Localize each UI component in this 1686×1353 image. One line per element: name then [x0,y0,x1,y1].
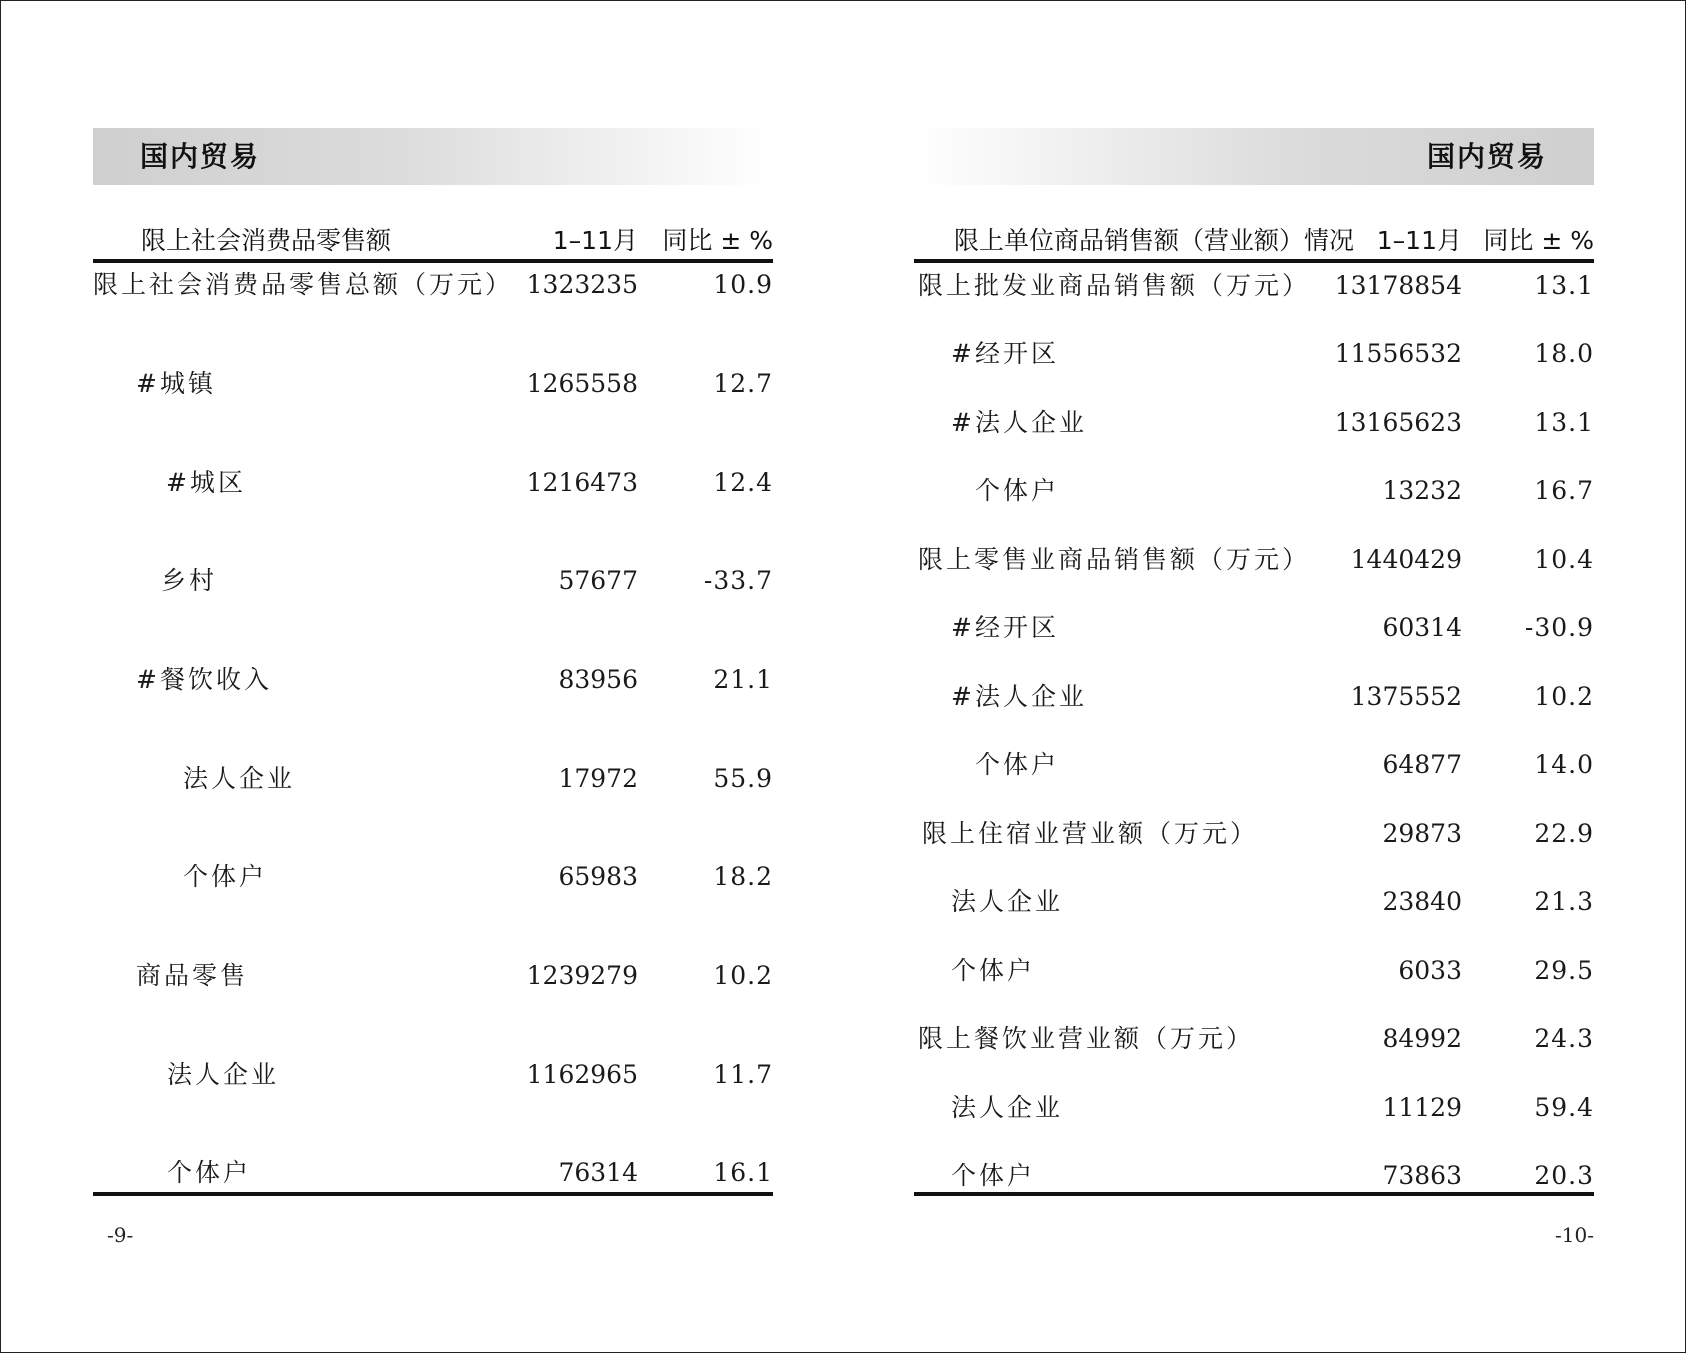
row-yoy: 10.9 [713,270,773,299]
section-band [93,128,773,185]
table-row [93,1155,773,1191]
row-yoy: 14.0 [1534,750,1594,779]
table-row [93,563,773,599]
row-label: #城区 [166,468,246,497]
table-row [914,1158,1594,1194]
table-row [93,465,773,501]
row-yoy: 21.3 [1534,887,1594,916]
row-yoy: 22.9 [1534,819,1594,848]
row-label: 个体户 [951,956,1036,985]
row-yoy: 59.4 [1534,1093,1594,1122]
table-row [914,1021,1594,1057]
row-yoy: 11.7 [713,1060,773,1089]
table-row [914,953,1594,989]
table-header [914,213,1594,260]
row-value: 60314 [1382,613,1462,642]
row-value: 1216473 [526,468,638,497]
row-label: 个体户 [975,476,1060,505]
table-row [914,542,1594,578]
row-value: 1323235 [526,270,638,299]
table-header-label: 限上社会消费品零售额 [141,226,392,255]
row-yoy: 13.1 [1534,408,1594,437]
table-row [93,662,773,698]
table-header-period: 1–11月 [1376,226,1462,255]
row-value: 65983 [558,862,638,891]
row-label: 限上住宿业营业额（万元） [922,819,1259,848]
row-yoy: 10.2 [1534,682,1594,711]
row-yoy: 12.4 [713,468,773,497]
table-row [914,747,1594,783]
table-row [93,1057,773,1093]
row-value: 13165623 [1334,408,1462,437]
table-header-yoy: 同比 ± % [1483,226,1594,255]
row-label: 法人企业 [167,1060,280,1089]
row-label: 个体户 [167,1158,252,1187]
row-label: #法人企业 [951,682,1087,711]
table-top-rule [93,259,773,263]
row-label: 限上餐饮业营业额（万元） [918,1024,1255,1053]
row-label: 个体户 [975,750,1060,779]
row-yoy: 24.3 [1534,1024,1594,1053]
table-header-label: 限上单位商品销售额（营业额）情况 [954,226,1355,255]
row-label: #城镇 [136,369,216,398]
row-label: 个体户 [183,862,268,891]
table-row [914,884,1594,920]
row-value: 1265558 [526,369,638,398]
row-value: 1375552 [1350,682,1462,711]
table-header-period: 1–11月 [552,226,638,255]
page-left [93,1,773,1352]
row-label: 个体户 [951,1161,1036,1190]
row-label: 限上批发业商品销售额（万元） [918,271,1311,300]
row-value: 1239279 [526,961,638,990]
row-value: 83956 [558,665,638,694]
table-header [93,213,773,260]
row-yoy: 10.2 [713,961,773,990]
row-yoy: 16.1 [713,1158,773,1187]
row-value: 13178854 [1334,271,1462,300]
row-label: 法人企业 [951,1093,1064,1122]
row-label: 商品零售 [136,961,249,990]
table-top-rule [914,259,1594,263]
section-band [914,128,1594,185]
row-value: 13232 [1382,476,1462,505]
table-row [914,679,1594,715]
row-label: #经开区 [951,613,1059,642]
table-row [914,268,1594,304]
table-row [93,859,773,895]
row-yoy: -30.9 [1524,613,1594,642]
row-label: 法人企业 [183,764,296,793]
row-yoy: 18.0 [1534,339,1594,368]
row-label: 乡村 [161,566,218,595]
table-row [914,405,1594,441]
row-value: 57677 [558,566,638,595]
row-yoy: 10.4 [1534,545,1594,574]
row-value: 17972 [558,764,638,793]
row-label: #经开区 [951,339,1059,368]
row-label: 限上零售业商品销售额（万元） [918,545,1311,574]
row-label: 法人企业 [951,887,1064,916]
row-value: 76314 [558,1158,638,1187]
table-row [93,267,773,303]
table-row [914,610,1594,646]
row-yoy: 18.2 [713,862,773,891]
row-yoy: 20.3 [1534,1161,1594,1190]
row-value: 1440429 [1350,545,1462,574]
page-right [914,1,1594,1352]
table-row [914,816,1594,852]
table-header-yoy: 同比 ± % [662,226,773,255]
row-value: 64877 [1382,750,1462,779]
row-value: 11556532 [1334,339,1462,368]
page-number: -9- [107,1223,134,1247]
row-value: 73863 [1382,1161,1462,1190]
row-value: 23840 [1382,887,1462,916]
row-value: 1162965 [526,1060,638,1089]
row-yoy: 13.1 [1534,271,1594,300]
table-row [914,1090,1594,1126]
row-yoy: 21.1 [713,665,773,694]
table-row [914,336,1594,372]
section-title: 国内贸易 [140,140,261,173]
table-row [93,366,773,402]
row-yoy: 29.5 [1534,956,1594,985]
row-yoy: 12.7 [713,369,773,398]
table-bottom-rule [914,1192,1594,1196]
table-row [93,761,773,797]
page-number: -10- [1555,1223,1594,1247]
row-value: 84992 [1382,1024,1462,1053]
row-yoy: -33.7 [703,566,773,595]
row-yoy: 55.9 [713,764,773,793]
row-value: 29873 [1382,819,1462,848]
row-value: 6033 [1398,956,1462,985]
table-bottom-rule [93,1192,773,1196]
row-yoy: 16.7 [1534,476,1594,505]
table-row [93,958,773,994]
row-label: 限上社会消费品零售总额（万元） [93,270,514,299]
table-row [914,473,1594,509]
row-label: #餐饮收入 [136,665,272,694]
row-value: 11129 [1382,1093,1462,1122]
section-title: 国内贸易 [1426,140,1547,173]
row-label: #法人企业 [951,408,1087,437]
